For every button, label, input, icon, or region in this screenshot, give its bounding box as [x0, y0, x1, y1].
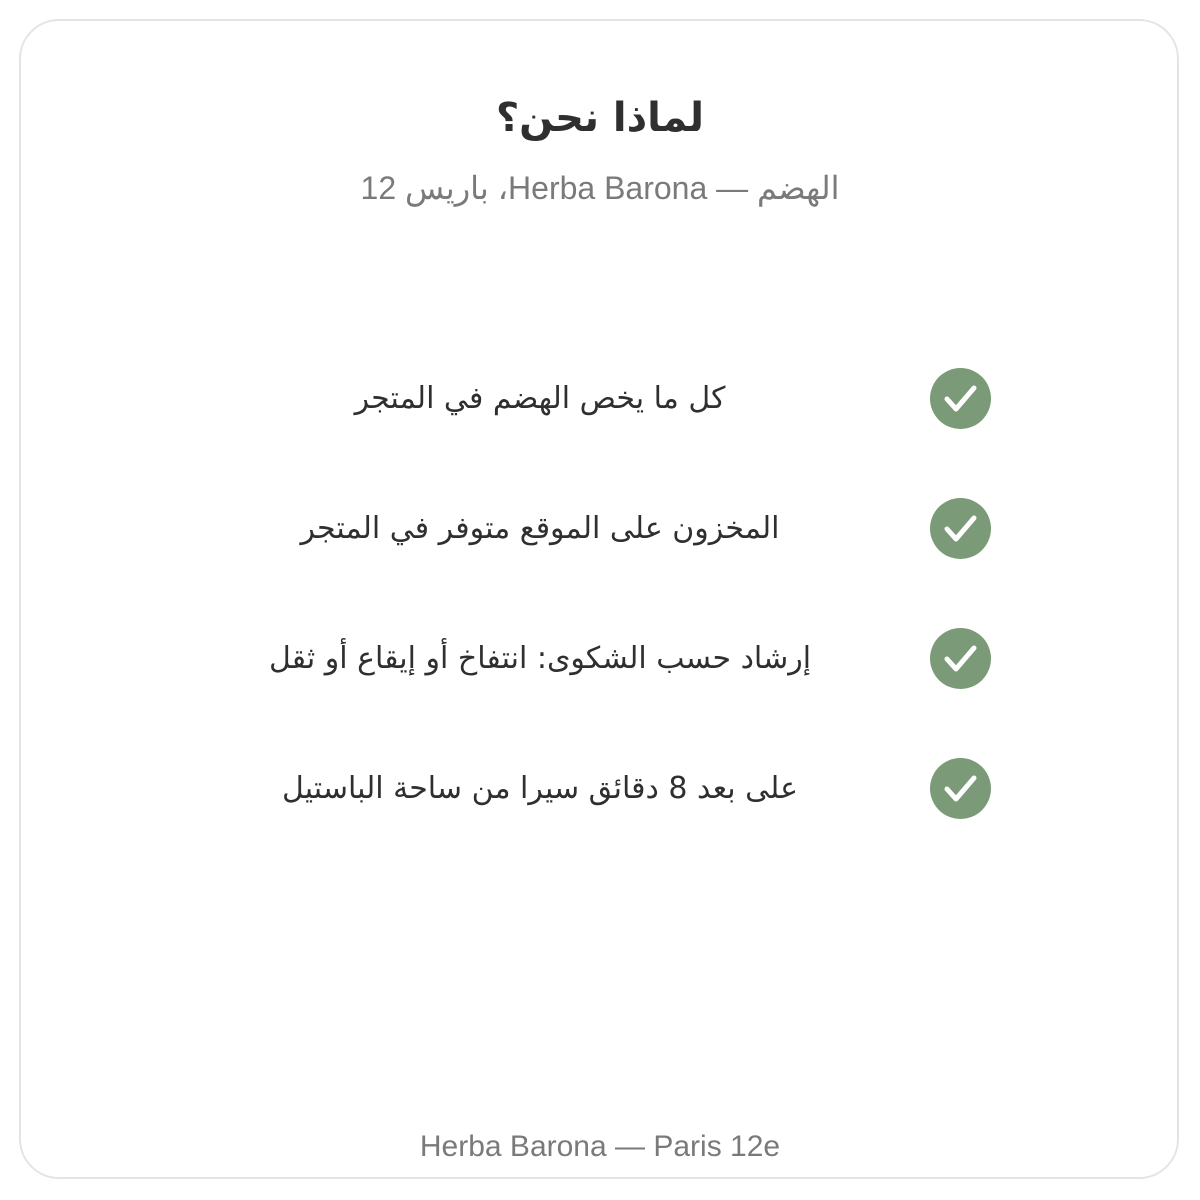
check-circle-icon: [930, 758, 991, 819]
page-subtitle: الهضم — Herba Barona، باريس 12: [360, 170, 840, 206]
check-circle-icon: [930, 368, 991, 429]
feature-item: [0, 498, 1200, 560]
check-circle-icon: [930, 498, 991, 559]
check-circle-icon: [930, 628, 991, 689]
feature-text: إرشاد حسب الشكوى: انتفاخ أو إيقاع أو ثقل: [268, 641, 812, 676]
footer-text: Herba Barona — Paris 12e: [419, 1130, 781, 1163]
feature-text: المخزون على الموقع متوفر في المتجر: [300, 511, 780, 546]
feature-text: على بعد 8 دقائق سيرا من ساحة الباستيل: [282, 771, 798, 806]
feature-item: [0, 368, 1200, 430]
page-title: لماذا نحن؟: [495, 95, 705, 141]
feature-item: [0, 628, 1200, 690]
feature-text: كل ما يخص الهضم في المتجر: [354, 381, 726, 416]
feature-item: [0, 758, 1200, 820]
